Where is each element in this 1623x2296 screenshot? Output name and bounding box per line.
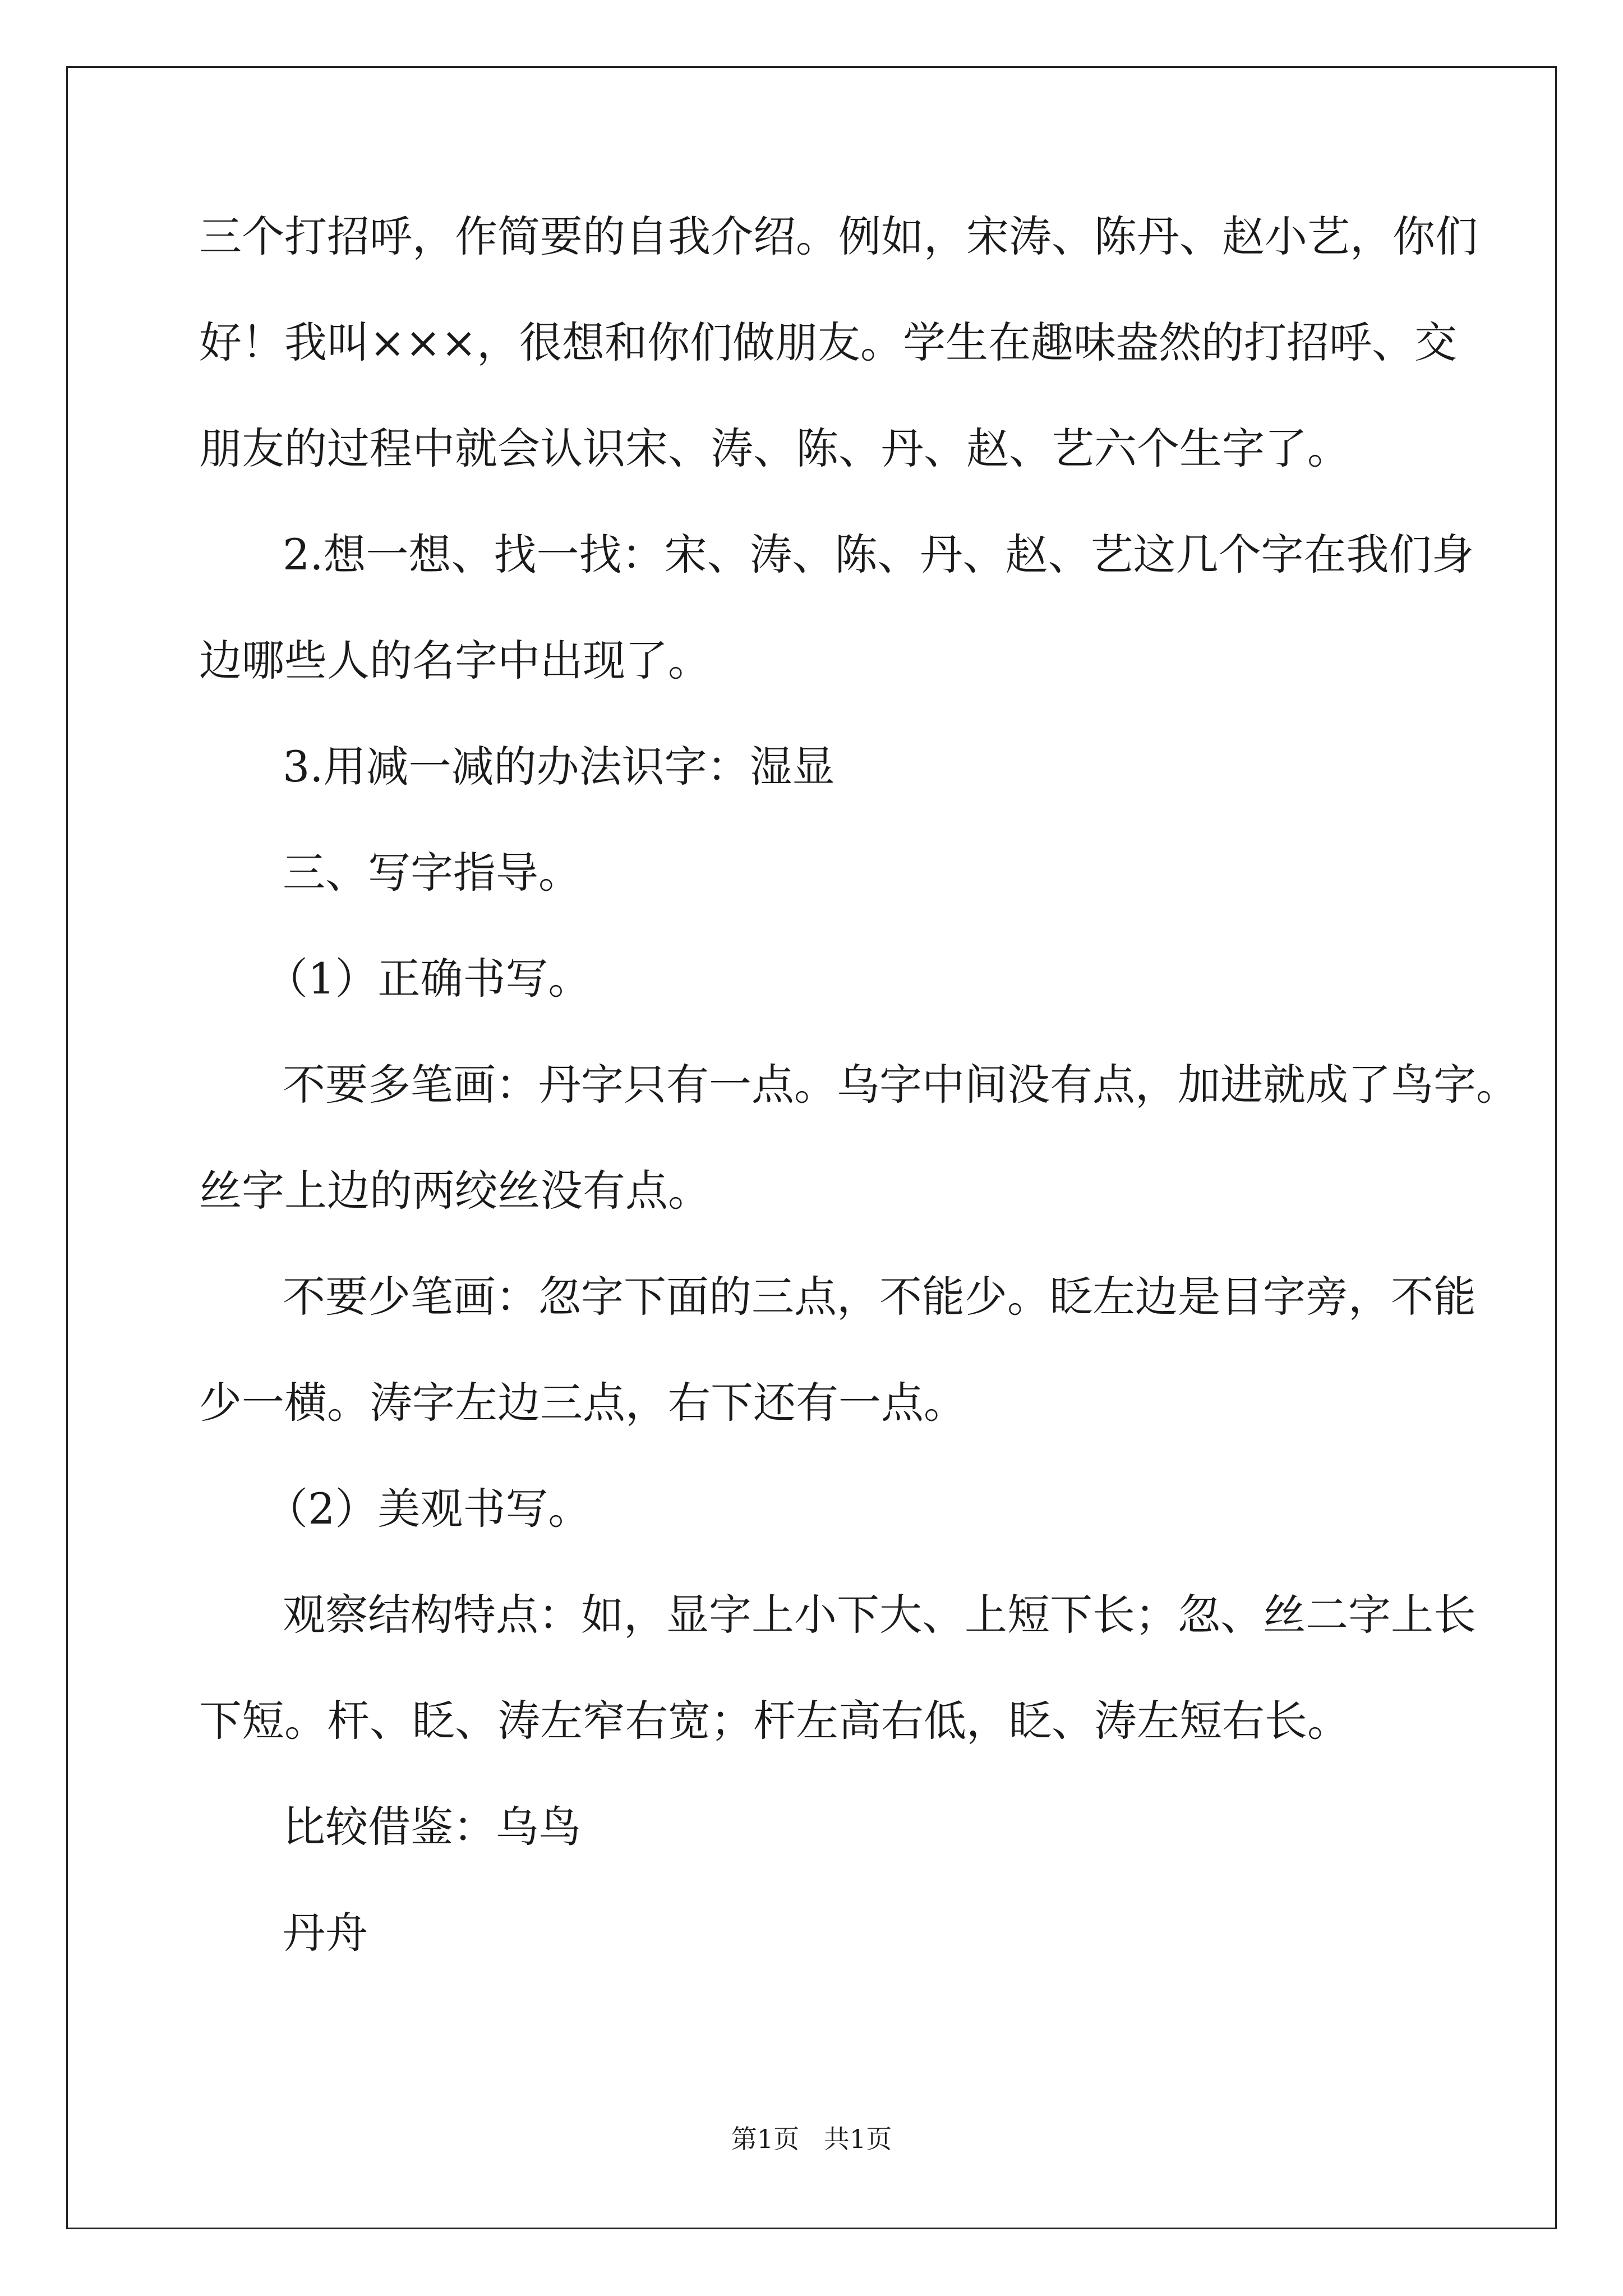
paragraph-line: 不要少笔画：忽字下面的三点，不能少。眨左边是目字旁，不能 (283, 1272, 1476, 1322)
paragraph-line: 下短。杆、眨、涛左窄右宽；杆左高右低，眨、涛左短右长。 (199, 1696, 1350, 1746)
page-number-footer: 第1页 共1页 (731, 2124, 892, 2154)
paragraph-line: 朋友的过程中就会认识宋、涛、陈、丹、赵、艺六个生字了。 (199, 424, 1350, 473)
paragraph-line: 3.用减一减的办法识字：湿显 (283, 742, 835, 792)
paragraph-line: 丝字上边的两绞丝没有点。 (199, 1166, 711, 1216)
paragraph-line: 观察结构特点：如，显字上小下大、上短下长；忽、丝二字上长 (283, 1590, 1476, 1640)
paragraph-line: 比较借鉴：乌鸟 (283, 1802, 581, 1852)
paragraph-line: 好！我叫×××，很想和你们做朋友。学生在趣味盎然的打招呼、交 (199, 318, 1458, 367)
paragraph-line: 三个打招呼，作简要的自我介绍。例如，宋涛、陈丹、赵小艺，你们 (199, 211, 1478, 261)
subsection-heading: （2）美观书写。 (265, 1484, 591, 1534)
paragraph-line: 边哪些人的名字中出现了。 (199, 636, 711, 685)
paragraph-line: 少一横。涛字左边三点，右下还有一点。 (199, 1378, 966, 1428)
paragraph-line: 2.想一想、找一找：宋、涛、陈、丹、赵、艺这几个字在我们身 (283, 530, 1474, 579)
paragraph-line: 丹舟 (283, 1908, 368, 1958)
document-body (199, 211, 1519, 2013)
subsection-heading: （1）正确书写。 (265, 954, 591, 1004)
paragraph-line: 不要多笔画：丹字只有一点。乌字中间没有点，加进就成了鸟字。 (283, 1060, 1519, 1110)
section-heading: 三、写字指导。 (283, 848, 581, 898)
